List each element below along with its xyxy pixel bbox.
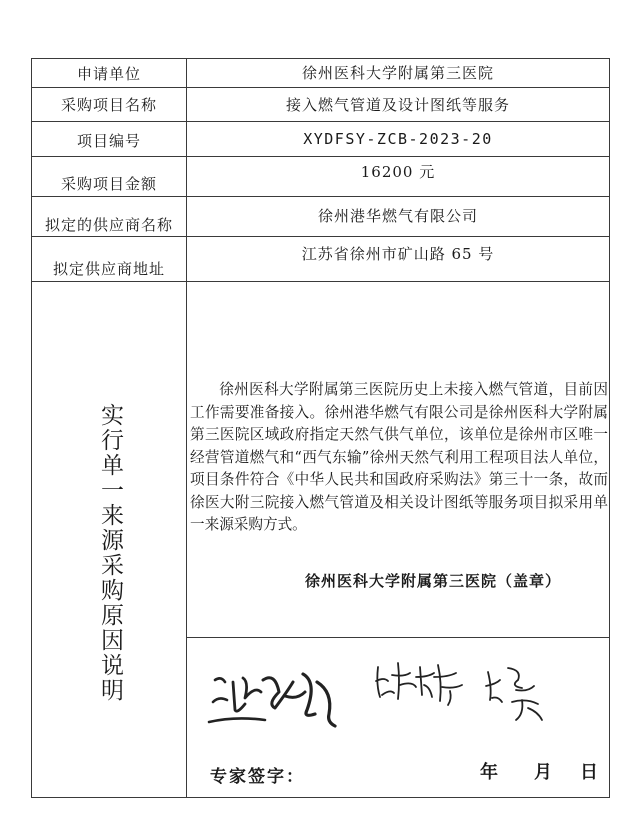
row-divider [31,87,610,88]
reason-section-title: 实行单一来源采购原因说明 [97,403,123,703]
date-day-label: 日 [580,762,598,783]
supplier-name-value: 徐州港华燃气有限公司 [317,207,478,225]
reason-text: 徐州医科大学附属第三医院历史上未接入燃气管道，目前因工作需要准备接入。徐州港华燃气有限公司是徐州医科大学附属第三医院区域政府指定天然气供气单位，该单位是徐州市区唯一经营管道燃气和“西气东输”徐州天然气利用工程项目法人单位，项目条件符合《中华人民共和国政府采购法》第三十一条，故而徐医大附三院接入燃气管道及相关设计图纸等服务项目拟采用单一来源采购方式。 [190,381,608,533]
project-number-label: 项目编号 [76,132,141,150]
row-divider [31,156,610,157]
applicant-unit-label: 申请单位 [76,65,141,83]
row-divider [31,196,610,197]
table-border-top [31,58,610,59]
project-name-label: 采购项目名称 [60,96,157,114]
supplier-name-label: 拟定的供应商名称 [44,216,173,234]
supplier-address-value: 江苏省徐州市矿山路 65 号 [301,245,495,263]
table-border-right [609,58,610,798]
applicant-unit-value: 徐州医科大学附属第三医院 [301,64,494,82]
signature-area-divider [186,637,610,638]
row-divider [31,121,610,122]
table-border-bottom [31,797,610,798]
project-name-value: 接入燃气管道及设计图纸等服务 [285,96,510,114]
project-number-value: XYDFSY-ZCB-2023-20 [303,130,493,148]
date-month-label: 月 [534,762,552,783]
date-year-label: 年 [480,762,498,783]
row-divider [31,281,610,282]
supplier-address-label: 拟定供应商地址 [52,260,165,278]
seal-line: 徐州医科大学附属第三医院（盖章） [305,572,562,590]
expert-signature-3 [482,658,552,728]
project-amount-value: 16200 元 [360,163,436,181]
expert-signature-1 [205,652,355,732]
row-divider [31,236,610,237]
table-border-left [31,58,32,798]
expert-signature-label: 专家签字： [210,767,305,787]
expert-signature-2 [372,655,472,715]
project-amount-label: 采购项目金额 [60,175,157,193]
